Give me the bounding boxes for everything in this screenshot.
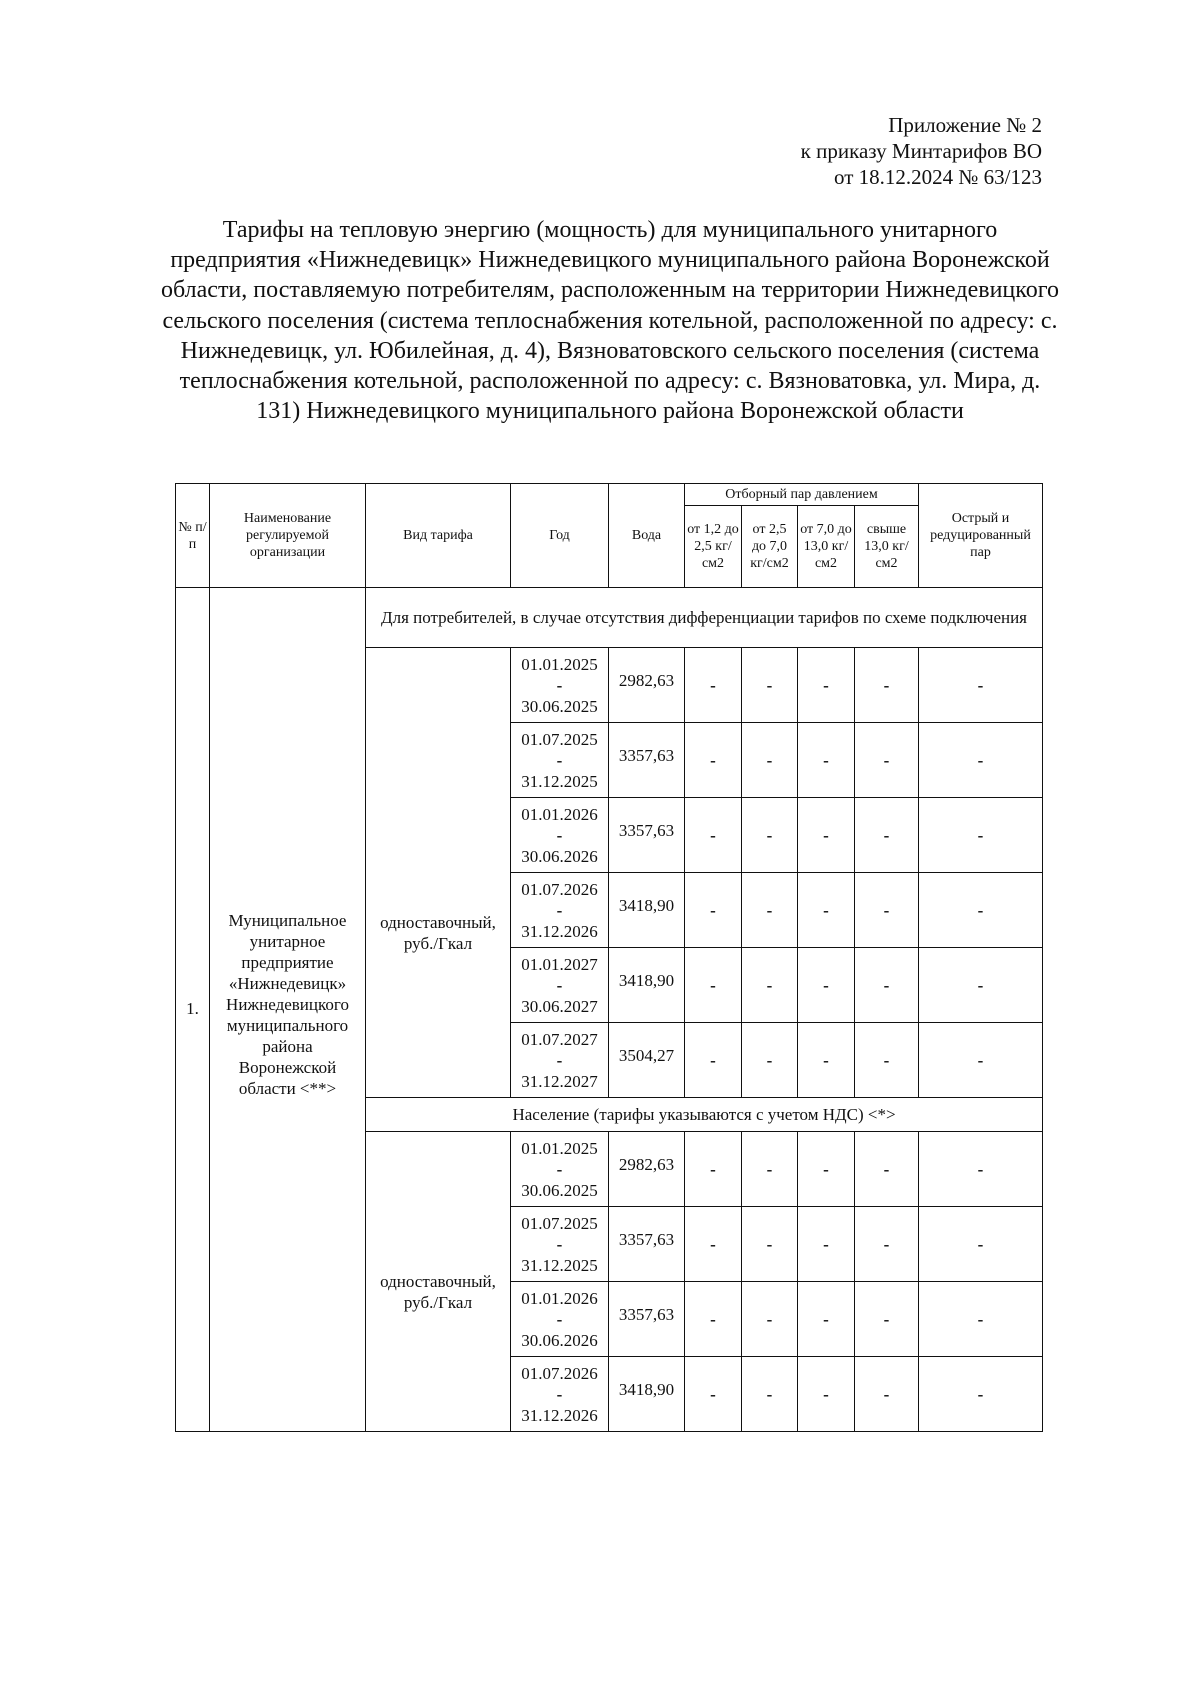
empty-value: - [919,1357,1043,1432]
empty-value: - [742,1207,798,1282]
period-cell [511,1132,609,1207]
section-row [176,588,1043,648]
water-tariff: 3418,90 [609,1357,685,1432]
period-cell [511,1207,609,1282]
header-steam-1: от 1,2 до 2,5 кг/см2 [685,506,742,588]
period-to: 31.12.2025 [521,1255,598,1275]
empty-value: - [855,723,919,798]
empty-value: - [685,873,742,948]
period-to: 31.12.2027 [521,1071,598,1091]
header-org: Наименование регулируемой организации [210,484,366,588]
document-title: Тарифы на тепловую энергию (мощность) для муниципального унитарного предприятия «Нижнедевицк» Нижнедевицкого муниципального района Воронежской области, поставляемую потребителям, расположенным на территории Нижнедевицкого сельского поселения (система теплоснабжения котельной, расположенной по адресу: с. Нижнедевицк, ул. Юбилейная, д. 4), Вязноватовского сельского поселения (система теплоснабжения котельной, расположенной по адресу: с. Вязноватовка, ул. Мира, д. 131) Нижнедевицкого муниципального района Воронежской области [161,217,1059,425]
header-sharp-steam: Острый и редуцированный пар [919,484,1043,588]
empty-value: - [798,873,855,948]
empty-value: - [798,1207,855,1282]
appendix-order: к приказу Минтарифов ВО [800,139,1042,163]
empty-value: - [855,948,919,1023]
water-tariff: 3418,90 [609,873,685,948]
empty-value: - [798,1023,855,1098]
period-separator: - [556,1234,563,1254]
period-cell [511,723,609,798]
empty-value: - [742,723,798,798]
empty-value: - [855,873,919,948]
empty-value: - [798,1282,855,1357]
empty-value: - [919,1132,1043,1207]
period-from: 01.07.2026 [521,1363,598,1383]
tariff-table [175,483,1043,1432]
period-to: 30.06.2026 [521,1330,598,1350]
tariff-type: одноставочный, руб./Гкал [366,648,511,1098]
empty-value: - [742,1132,798,1207]
period-cell [511,1282,609,1357]
water-tariff: 3357,63 [609,1207,685,1282]
header-steam-2: от 2,5 до 7,0 кг/см2 [742,506,798,588]
empty-value: - [919,648,1043,723]
organization-name: Муниципальное унитарное предприятие «Нижнедевицк» Нижнедевицкого муниципального района Воронежской области <**> [210,588,366,1432]
header-year: Год [511,484,609,588]
empty-value: - [685,948,742,1023]
period-from: 01.07.2025 [521,729,598,749]
period-to: 30.06.2027 [521,996,598,1016]
header-steam-4: свыше 13,0 кг/см2 [855,506,919,588]
empty-value: - [798,1357,855,1432]
appendix-date: от 18.12.2024 № 63/123 [833,165,1042,189]
empty-value: - [685,723,742,798]
period-from: 01.01.2025 [521,654,598,674]
empty-value: - [855,1132,919,1207]
section-title: Для потребителей, в случае отсутствия дифференциации тарифов по схеме подключения [366,588,1043,648]
period-separator: - [556,1050,563,1070]
empty-value: - [742,798,798,873]
period-separator: - [556,1309,563,1329]
empty-value: - [919,948,1043,1023]
empty-value: - [685,1023,742,1098]
section-title: Население (тарифы указываются с учетом НДС) <*> [366,1098,1043,1132]
tariff-type: одноставочный, руб./Гкал [366,1132,511,1432]
empty-value: - [919,1207,1043,1282]
empty-value: - [742,1282,798,1357]
empty-value: - [855,1023,919,1098]
header-steam-3: от 7,0 до 13,0 кг/см2 [798,506,855,588]
period-to: 31.12.2025 [521,771,598,791]
period-cell [511,1357,609,1432]
header-tariff-type: Вид тарифа [366,484,511,588]
period-cell [511,648,609,723]
period-from: 01.01.2025 [521,1138,598,1158]
water-tariff: 2982,63 [609,1132,685,1207]
empty-value: - [855,1357,919,1432]
empty-value: - [685,1357,742,1432]
period-separator: - [556,825,563,845]
empty-value: - [685,1132,742,1207]
appendix-number: Приложение № 2 [888,113,1042,137]
water-tariff: 3418,90 [609,948,685,1023]
empty-value: - [855,648,919,723]
period-from: 01.07.2026 [521,879,598,899]
empty-value: - [798,648,855,723]
period-to: 30.06.2026 [521,846,598,866]
water-tariff: 3357,63 [609,723,685,798]
period-to: 30.06.2025 [521,696,598,716]
empty-value: - [798,1132,855,1207]
row-number: 1. [176,588,210,1432]
period-separator: - [556,1384,563,1404]
empty-value: - [919,1023,1043,1098]
period-separator: - [556,750,563,770]
empty-value: - [798,723,855,798]
period-from: 01.07.2027 [521,1029,598,1049]
empty-value: - [742,948,798,1023]
period-from: 01.01.2026 [521,804,598,824]
period-cell [511,1023,609,1098]
period-to: 31.12.2026 [521,921,598,941]
period-separator: - [556,675,563,695]
empty-value: - [855,798,919,873]
period-from: 01.01.2027 [521,954,598,974]
empty-value: - [685,648,742,723]
header-water: Вода [609,484,685,588]
appendix-header [801,112,1042,190]
water-tariff: 3504,27 [609,1023,685,1098]
empty-value: - [742,648,798,723]
empty-value: - [685,1282,742,1357]
empty-value: - [919,873,1043,948]
water-tariff: 2982,63 [609,648,685,723]
period-to: 30.06.2025 [521,1180,598,1200]
empty-value: - [919,723,1043,798]
header-steam-group: Отборный пар давлением [685,484,919,506]
empty-value: - [919,798,1043,873]
empty-value: - [798,798,855,873]
empty-value: - [798,948,855,1023]
period-cell [511,798,609,873]
period-separator: - [556,1159,563,1179]
empty-value: - [742,873,798,948]
water-tariff: 3357,63 [609,1282,685,1357]
header-num: № п/п [176,484,210,588]
period-cell [511,873,609,948]
empty-value: - [742,1357,798,1432]
period-to: 31.12.2026 [521,1405,598,1425]
period-cell [511,948,609,1023]
empty-value: - [685,1207,742,1282]
empty-value: - [855,1282,919,1357]
period-separator: - [556,900,563,920]
period-from: 01.07.2025 [521,1213,598,1233]
empty-value: - [919,1282,1043,1357]
water-tariff: 3357,63 [609,798,685,873]
empty-value: - [742,1023,798,1098]
empty-value: - [685,798,742,873]
period-from: 01.01.2026 [521,1288,598,1308]
period-separator: - [556,975,563,995]
empty-value: - [855,1207,919,1282]
